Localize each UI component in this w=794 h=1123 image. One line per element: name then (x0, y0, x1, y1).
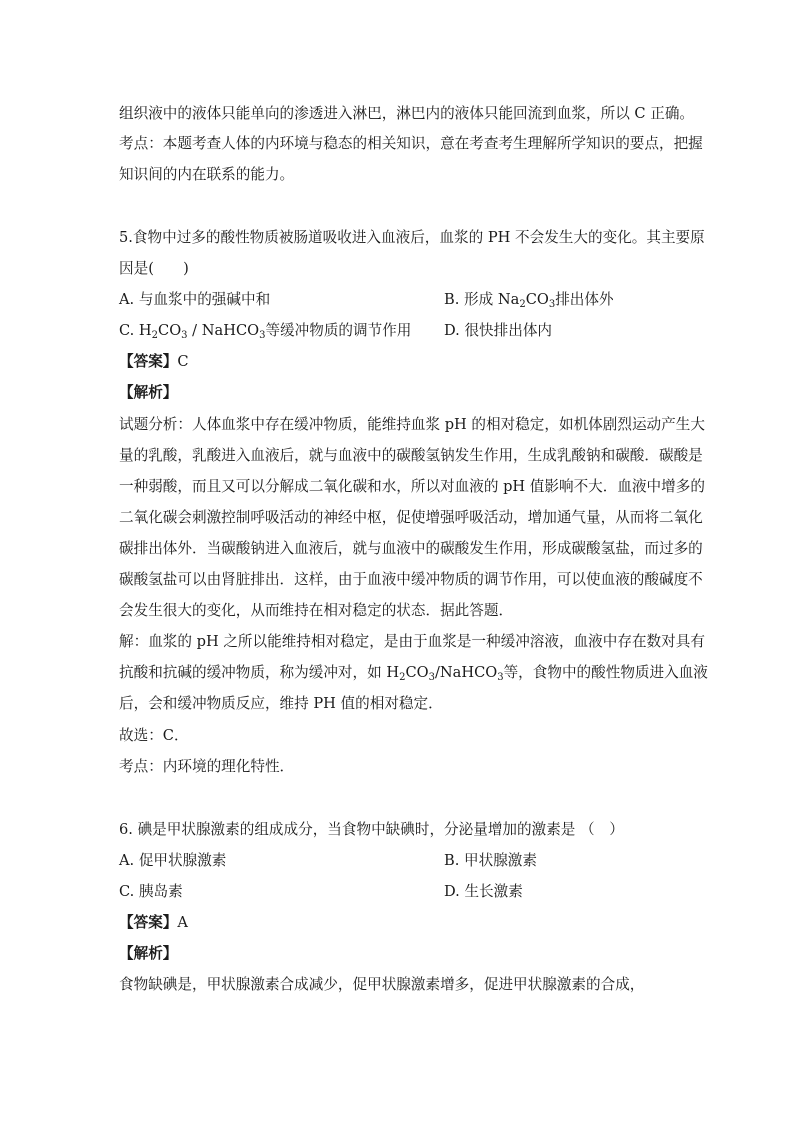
q5-analysis-line-7: 会发生很大的变化，从而维持在相对稳定的状态．据此答题． (119, 602, 514, 619)
q5-analysis-line-1: 试题分析：人体血浆中存在缓冲物质，能维持血浆 pH 的相对稳定，如机体剧烈运动产生大 (119, 416, 705, 433)
q5-stem-line-2: 因是( ) (119, 260, 189, 277)
q5-point: 考点：内环境的理化特性． (119, 758, 295, 775)
q6-stem: 6. 碘是甲状腺激素的组成成分，当食物中缺碘时，分泌量增加的激素是 （ ） (119, 821, 624, 838)
q6-option-c: C. 胰岛素 (119, 883, 183, 900)
answer-label: 【答案】 (119, 914, 178, 931)
q6-analysis-line-1: 食物缺碘是，甲状腺激素合成减少，促甲状腺激素增多，促进甲状腺激素的合成， (119, 976, 645, 993)
q5-analysis-line-6: 碳酸氢盐可以由肾脏排出．这样，由于血液中缓冲物质的调节作用，可以使血液的酸碱度不 (119, 571, 703, 588)
q5-analysis-label: 【解析】 (119, 384, 178, 401)
q6-option-d: D. 生长激素 (444, 883, 523, 900)
q5-analysis-line-4: 二氧化碳会刺激控制呼吸活动的神经中枢，促使增强呼吸活动，增加通气量，从而将二氧化 (119, 509, 703, 526)
q5-option-d: D. 很快排出体内 (444, 322, 553, 339)
q6-answer (119, 913, 188, 933)
q5-option-c: C. $H_2CO_3$ / NaHCO$_3$等缓冲物质的调节作用 (119, 322, 412, 341)
q5-analysis-line-2: 量的乳酸，乳酸进入血液后，就与血液中的碳酸氢钠发生作用，生成乳酸钠和碳酸．碳酸是 (119, 447, 703, 464)
q5-solution-line-1: 解：血浆的 pH 之所以能维持相对稳定，是由于血浆是一种缓冲溶液，血液中存在数对具有 (119, 633, 705, 650)
q5-stem-line-1: 5.食物中过多的酸性物质被肠道吸收进入血液后，血浆的 PH 不会发生大的变化。其主要原 (119, 229, 705, 246)
answer-value: A (177, 914, 188, 931)
q5-solution-line-3: 后，会和缓冲物质反应，维持 PH 值的相对稳定． (119, 695, 443, 712)
q6-option-b: B. 甲状腺激素 (444, 852, 537, 869)
answer-label: 【答案】 (119, 353, 178, 370)
q5-option-b: B. 形成 $Na_2CO_3$排出体外 (444, 291, 614, 310)
q5-answer (119, 352, 189, 372)
q5-analysis-line-5: 碳排出体外．当碳酸钠进入血液后，就与血液中的碳酸发生作用，形成碳酸氢盐，而过多的 (119, 540, 703, 557)
q5-solution-line-2: 抗酸和抗碱的缓冲物质，称为缓冲对，如 $H_2CO_3/NaHCO_3$等，食物中的酸性物质进入血液 (119, 664, 708, 683)
q5-option-a: A. 与血浆中的强碱中和 (119, 291, 271, 308)
prev-text-line-2: 考点：本题考查人体的内环境与稳态的相关知识，意在考查考生理解所学知识的要点，把握 (119, 135, 703, 152)
answer-value: C (177, 353, 189, 370)
q6-analysis-label: 【解析】 (119, 945, 178, 962)
q5-choose: 故选：C． (119, 727, 189, 744)
prev-text-line-3: 知识间的内在联系的能力。 (119, 166, 295, 183)
q6-option-a: A. 促甲状腺激素 (119, 852, 227, 869)
prev-text-line-1: 组织液中的液体只能单向的渗透进入淋巴，淋巴内的液体只能回流到血浆，所以 C 正确。 (119, 105, 695, 122)
q5-analysis-line-3: 一种弱酸，而且又可以分解成二氧化碳和水，所以对血液的 pH 值影响不大．血液中增多的 (119, 478, 705, 495)
